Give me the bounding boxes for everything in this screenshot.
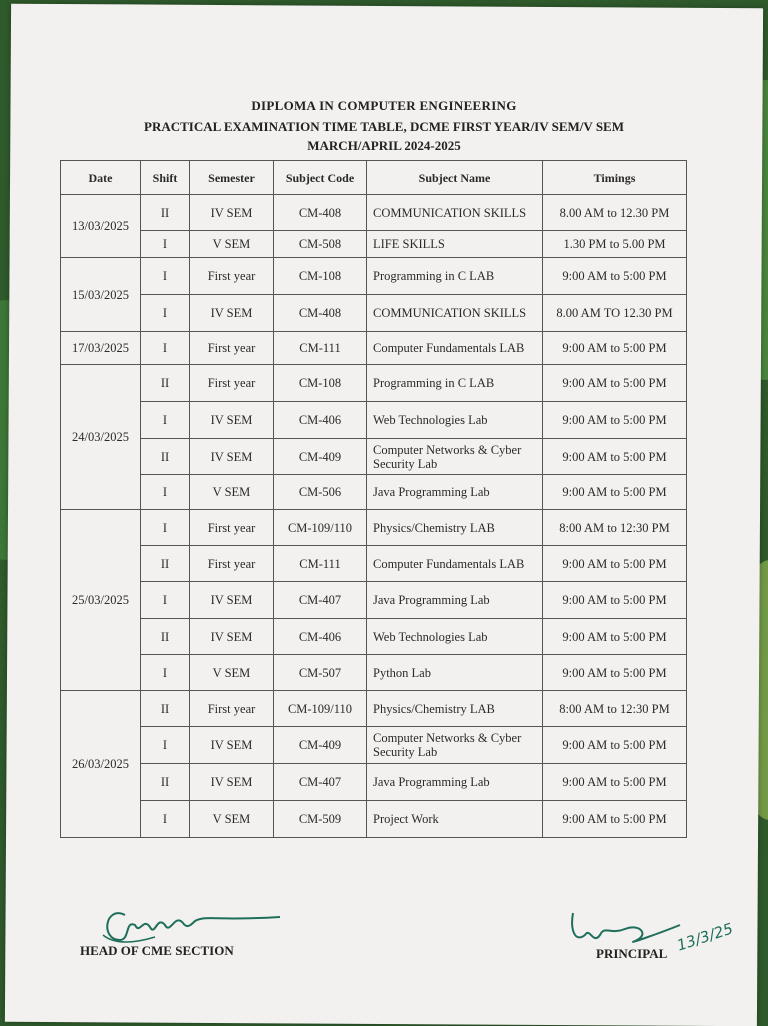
semester-cell: IV SEM bbox=[190, 619, 274, 655]
table-row bbox=[61, 582, 687, 619]
timing-cell: 1.30 PM to 5.00 PM bbox=[543, 231, 687, 258]
table-row bbox=[61, 295, 687, 332]
subject-code-cell: CM-406 bbox=[274, 402, 367, 439]
table-row bbox=[61, 801, 687, 838]
subject-code-cell: CM-108 bbox=[274, 365, 367, 402]
shift-cell: I bbox=[141, 475, 190, 510]
timing-cell: 9:00 AM to 5:00 PM bbox=[543, 332, 687, 365]
subject-name-cell: Python Lab bbox=[367, 655, 543, 691]
semester-cell: IV SEM bbox=[190, 402, 274, 439]
timing-cell: 9:00 AM to 5:00 PM bbox=[543, 402, 687, 439]
table-row bbox=[61, 619, 687, 655]
subject-code-cell: CM-506 bbox=[274, 475, 367, 510]
shift-cell: I bbox=[141, 510, 190, 546]
subject-name-cell: Computer Networks & Cyber Security Lab bbox=[367, 727, 543, 764]
timing-cell: 8:00 AM to 12:30 PM bbox=[543, 510, 687, 546]
document-session: MARCH/APRIL 2024-2025 bbox=[307, 138, 461, 153]
subject-code-cell: CM-111 bbox=[274, 332, 367, 365]
subject-code-cell: CM-108 bbox=[274, 258, 367, 295]
subject-name-cell: Java Programming Lab bbox=[367, 764, 543, 801]
semester-cell: IV SEM bbox=[190, 582, 274, 619]
subject-name-cell: Programming in C LAB bbox=[367, 258, 543, 295]
subject-code-cell: CM-406 bbox=[274, 619, 367, 655]
shift-cell: I bbox=[141, 582, 190, 619]
table-row bbox=[61, 510, 687, 546]
semester-cell: First year bbox=[190, 258, 274, 295]
shift-cell: I bbox=[141, 332, 190, 365]
shift-cell: II bbox=[141, 691, 190, 727]
subject-code-cell: CM-509 bbox=[274, 801, 367, 838]
subject-code-cell: CM-408 bbox=[274, 195, 367, 231]
principal-signature bbox=[565, 905, 685, 950]
table-row bbox=[61, 332, 687, 365]
timing-cell: 9:00 AM to 5:00 PM bbox=[543, 258, 687, 295]
table-body bbox=[61, 195, 687, 838]
timing-cell: 8:00 AM to 12:30 PM bbox=[543, 691, 687, 727]
semester-cell: IV SEM bbox=[190, 295, 274, 332]
table-row bbox=[61, 231, 687, 258]
table-row bbox=[61, 655, 687, 691]
subject-code-cell: CM-111 bbox=[274, 546, 367, 582]
semester-cell: First year bbox=[190, 546, 274, 582]
document-title: DIPLOMA IN COMPUTER ENGINEERING bbox=[251, 98, 517, 113]
semester-cell: IV SEM bbox=[190, 195, 274, 231]
timing-cell: 9:00 AM to 5:00 PM bbox=[543, 365, 687, 402]
table-row bbox=[61, 727, 687, 764]
document-subtitle: PRACTICAL EXAMINATION TIME TABLE, DCME FIRST YEAR/IV SEM/V SEM bbox=[144, 119, 624, 134]
column-header: Date bbox=[61, 161, 141, 195]
subject-code-cell: CM-507 bbox=[274, 655, 367, 691]
subject-name-cell: Programming in C LAB bbox=[367, 365, 543, 402]
shift-cell: I bbox=[141, 402, 190, 439]
subject-name-cell: Computer Fundamentals LAB bbox=[367, 546, 543, 582]
subject-name-cell: Project Work bbox=[367, 801, 543, 838]
timing-cell: 9:00 AM to 5:00 PM bbox=[543, 764, 687, 801]
semester-cell: V SEM bbox=[190, 475, 274, 510]
table-row bbox=[61, 365, 687, 402]
shift-cell: I bbox=[141, 801, 190, 838]
shift-cell: II bbox=[141, 195, 190, 231]
timing-cell: 9:00 AM to 5:00 PM bbox=[543, 475, 687, 510]
subject-code-cell: CM-409 bbox=[274, 727, 367, 764]
semester-cell: V SEM bbox=[190, 655, 274, 691]
timing-cell: 8.00 AM to 12.30 PM bbox=[543, 195, 687, 231]
column-header: Shift bbox=[141, 161, 190, 195]
table-row bbox=[61, 691, 687, 727]
shift-cell: II bbox=[141, 365, 190, 402]
table-row bbox=[61, 439, 687, 475]
principal-label: PRINCIPAL bbox=[596, 946, 668, 961]
timetable bbox=[60, 160, 687, 838]
date-cell: 26/03/2025 bbox=[61, 691, 141, 838]
shift-cell: II bbox=[141, 619, 190, 655]
shift-cell: I bbox=[141, 258, 190, 295]
table-row bbox=[61, 546, 687, 582]
semester-cell: IV SEM bbox=[190, 727, 274, 764]
subject-code-cell: CM-409 bbox=[274, 439, 367, 475]
timing-cell: 9:00 AM to 5:00 PM bbox=[543, 582, 687, 619]
subject-name-cell: Web Technologies Lab bbox=[367, 619, 543, 655]
date-cell: 17/03/2025 bbox=[61, 332, 141, 365]
semester-cell: First year bbox=[190, 365, 274, 402]
shift-cell: I bbox=[141, 655, 190, 691]
subject-code-cell: CM-407 bbox=[274, 582, 367, 619]
table-row bbox=[61, 475, 687, 510]
timing-cell: 9:00 AM to 5:00 PM bbox=[543, 801, 687, 838]
subject-name-cell: Computer Fundamentals LAB bbox=[367, 332, 543, 365]
table-header-row bbox=[61, 161, 687, 195]
column-header: Subject Code bbox=[274, 161, 367, 195]
subject-code-cell: CM-109/110 bbox=[274, 691, 367, 727]
hod-label: HEAD OF CME SECTION bbox=[80, 943, 234, 958]
semester-cell: V SEM bbox=[190, 801, 274, 838]
semester-cell: First year bbox=[190, 332, 274, 365]
subject-code-cell: CM-407 bbox=[274, 764, 367, 801]
table-row bbox=[61, 195, 687, 231]
table-row bbox=[61, 402, 687, 439]
subject-name-cell: Java Programming Lab bbox=[367, 582, 543, 619]
column-header: Timings bbox=[543, 161, 687, 195]
timing-cell: 9:00 AM to 5:00 PM bbox=[543, 619, 687, 655]
table-row bbox=[61, 258, 687, 295]
semester-cell: V SEM bbox=[190, 231, 274, 258]
subject-name-cell: LIFE SKILLS bbox=[367, 231, 543, 258]
subject-code-cell: CM-109/110 bbox=[274, 510, 367, 546]
shift-cell: I bbox=[141, 231, 190, 258]
shift-cell: II bbox=[141, 439, 190, 475]
date-cell: 15/03/2025 bbox=[61, 258, 141, 332]
subject-code-cell: CM-508 bbox=[274, 231, 367, 258]
subject-code-cell: CM-408 bbox=[274, 295, 367, 332]
timing-cell: 8.00 AM TO 12.30 PM bbox=[543, 295, 687, 332]
shift-cell: I bbox=[141, 295, 190, 332]
column-header: Subject Name bbox=[367, 161, 543, 195]
semester-cell: First year bbox=[190, 691, 274, 727]
table-row bbox=[61, 764, 687, 801]
subject-name-cell: Physics/Chemistry LAB bbox=[367, 691, 543, 727]
shift-cell: II bbox=[141, 546, 190, 582]
shift-cell: I bbox=[141, 727, 190, 764]
subject-name-cell: Physics/Chemistry LAB bbox=[367, 510, 543, 546]
semester-cell: IV SEM bbox=[190, 439, 274, 475]
date-cell: 24/03/2025 bbox=[61, 365, 141, 510]
timing-cell: 9:00 AM to 5:00 PM bbox=[543, 727, 687, 764]
date-cell: 13/03/2025 bbox=[61, 195, 141, 258]
subject-name-cell: COMMUNICATION SKILLS bbox=[367, 195, 543, 231]
date-cell: 25/03/2025 bbox=[61, 510, 141, 691]
principal-date: 13/3/25 bbox=[674, 919, 736, 955]
subject-name-cell: Computer Networks & Cyber Security Lab bbox=[367, 439, 543, 475]
shift-cell: II bbox=[141, 764, 190, 801]
subject-name-cell: Java Programming Lab bbox=[367, 475, 543, 510]
timing-cell: 9:00 AM to 5:00 PM bbox=[543, 655, 687, 691]
subject-name-cell: Web Technologies Lab bbox=[367, 402, 543, 439]
timing-cell: 9:00 AM to 5:00 PM bbox=[543, 439, 687, 475]
semester-cell: IV SEM bbox=[190, 764, 274, 801]
semester-cell: First year bbox=[190, 510, 274, 546]
column-header: Semester bbox=[190, 161, 274, 195]
subject-name-cell: COMMUNICATION SKILLS bbox=[367, 295, 543, 332]
timing-cell: 9:00 AM to 5:00 PM bbox=[543, 546, 687, 582]
